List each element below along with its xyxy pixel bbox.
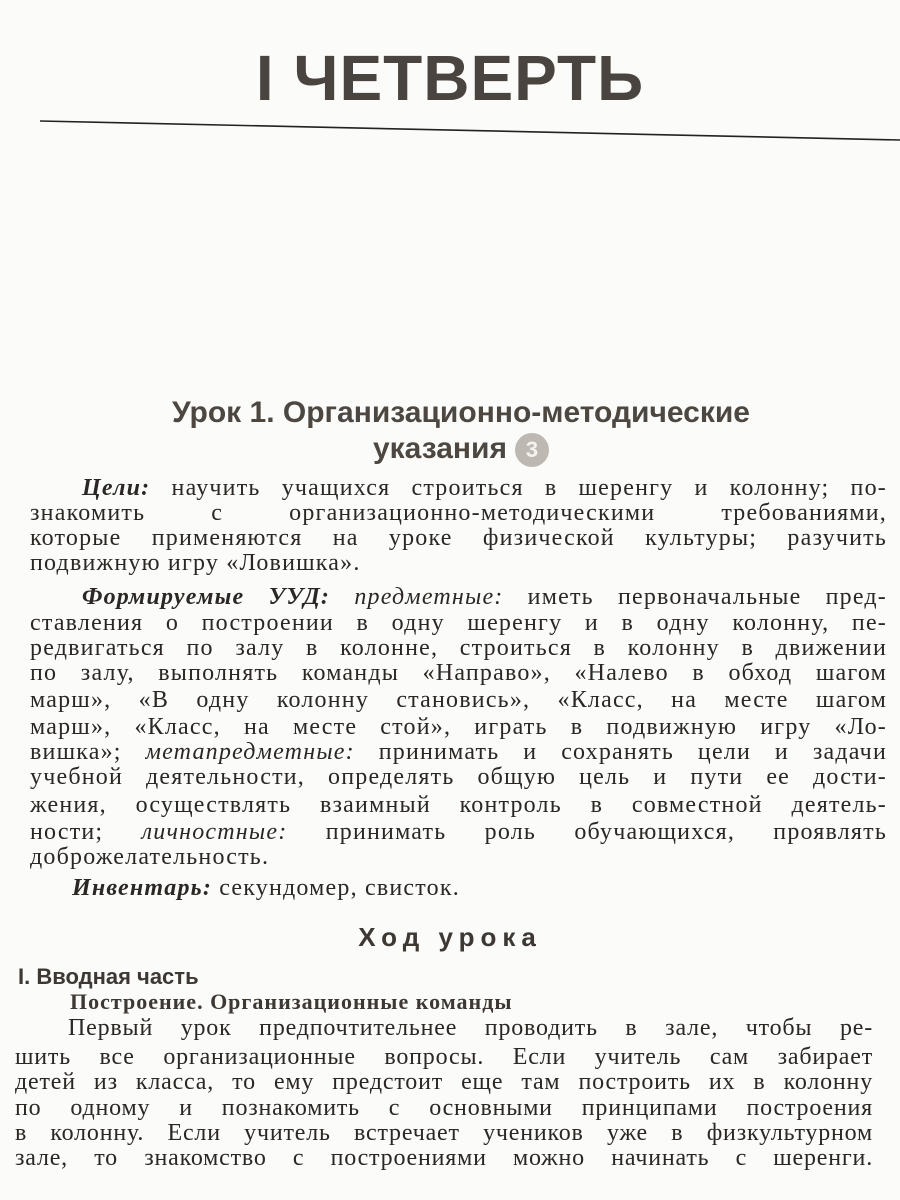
- text-segment: доброжелательность.: [30, 844, 270, 870]
- chapter-title: I ЧЕТВЕРТЬ: [255, 42, 645, 114]
- text-segment: подвижную игру «Ловишка».: [30, 550, 361, 576]
- text-line: [15, 1069, 873, 1095]
- category-label: метапредметные:: [145, 739, 355, 765]
- title-divider: [0, 110, 900, 150]
- text-line: [72, 875, 887, 901]
- text-line: [82, 475, 887, 501]
- lesson-title-text: Урок 1. Организационно-методические: [172, 396, 750, 429]
- text-segment: ности;: [30, 819, 142, 845]
- text-line: [30, 550, 887, 576]
- text-segment: зале, то знакомство с построениями можно начинать с шеренги.: [15, 1145, 873, 1171]
- text-segment: шить все организационные вопросы. Если учитель сам забирает: [15, 1044, 873, 1070]
- text-segment: редвигаться по залу в колонне, строиться в колонну в движении: [30, 635, 887, 661]
- text-segment: жения, осуществлять взаимный контроль в совместной деятель-: [30, 792, 887, 818]
- text-segment: научить учащихся строиться в шеренгу и колонну; по-: [150, 475, 887, 501]
- lesson-title-text-2: указания: [372, 432, 508, 465]
- text-line: [30, 844, 887, 870]
- text-line: [15, 1145, 873, 1171]
- text-line: [30, 739, 887, 765]
- text-line: [30, 819, 887, 845]
- text-line: [30, 792, 887, 818]
- text-line: [82, 584, 887, 610]
- category-label: предметные:: [354, 584, 504, 610]
- text-line: [30, 764, 887, 790]
- text-line: [30, 687, 887, 713]
- text-segment: учебной деятельности, определять общую цель и пути ее дости-: [30, 764, 887, 790]
- grade-badge: 3: [515, 433, 549, 467]
- text-line: [30, 714, 887, 740]
- text-line: [30, 610, 887, 636]
- text-segment: вишка»;: [30, 739, 146, 765]
- text-line: [15, 1095, 873, 1121]
- text-segment: в колонну. Если учитель встречает учеников уже в физкультурном: [15, 1120, 873, 1146]
- text-segment: знакомить с организационно-методическими требованиями,: [30, 500, 887, 526]
- text-segment: иметь первоначальные пред-: [503, 584, 887, 610]
- field-label: Цели:: [82, 475, 151, 501]
- sub-heading: Построение. Организационные команды: [70, 989, 513, 1014]
- text-segment: марш», «В одну колонну становись», «Класс, на месте шагом: [30, 687, 887, 713]
- field-label: Инвентарь:: [72, 875, 213, 901]
- text-segment: марш», «Класс, на месте стой», играть в подвижную игру «Ло-: [30, 714, 887, 740]
- text-segment: принимать и сохранять цели и задачи: [354, 739, 887, 765]
- text-segment: по одному и познакомить с основными принципами построения: [15, 1095, 873, 1121]
- text-line: [30, 500, 887, 526]
- text-segment: ставления о построении в одну шеренгу и в одну колонну, пе-: [30, 610, 887, 636]
- text-line: [30, 660, 887, 686]
- text-line: [68, 1015, 873, 1041]
- text-segment: Первый урок предпочтительнее проводить в зале, чтобы ре-: [68, 1015, 873, 1041]
- text-line: [15, 1120, 873, 1146]
- section-heading-course: Ход урока: [358, 922, 542, 952]
- text-line: [30, 635, 887, 661]
- lesson-title-line2: [0, 432, 900, 467]
- text-segment: [330, 584, 354, 610]
- part-heading: I. Вводная часть: [18, 964, 199, 989]
- text-segment: принимать роль обучающихся, проявлять: [287, 819, 888, 845]
- text-line: [30, 525, 887, 551]
- lesson-title-line1: [0, 396, 900, 430]
- text-segment: детей из класса, то ему предстоит еще там построить их в колонну: [15, 1069, 873, 1095]
- field-label: Формируемые УУД:: [82, 584, 331, 610]
- category-label: личностные:: [141, 819, 288, 845]
- text-segment: которые применяются на уроке физической культуры; разучить: [30, 525, 887, 551]
- text-segment: секундомер, свисток.: [212, 875, 460, 901]
- text-segment: по залу, выполнять команды «Направо», «Налево в обход шагом: [30, 660, 887, 686]
- text-line: [15, 1044, 873, 1070]
